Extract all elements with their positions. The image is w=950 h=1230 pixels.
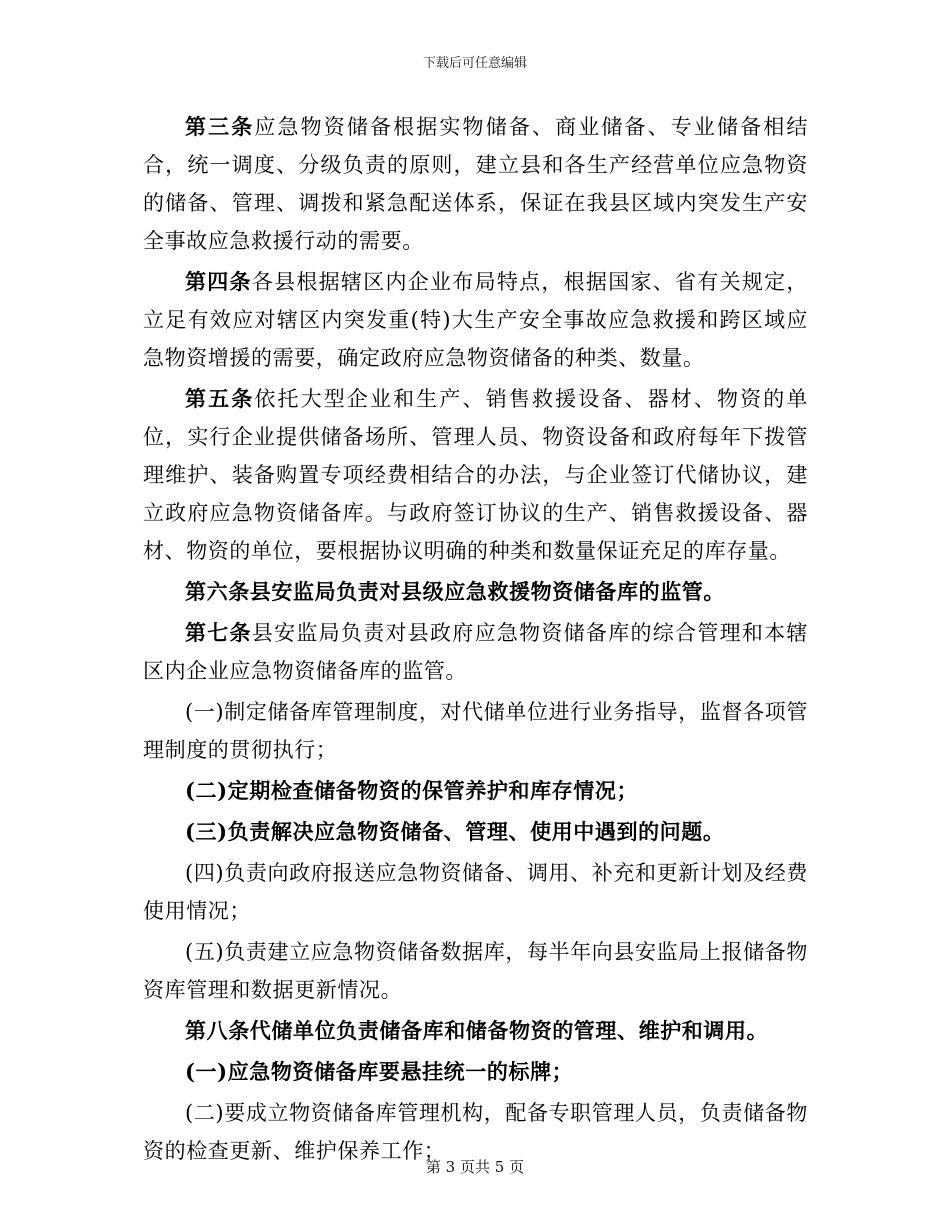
- paragraph-text: 依托大型企业和生产、销售救援设备、器材、物资的单位，实行企业提供储备场所、管理人员、物资设备和政府每年下拨管理维护、装备购置专项经费相结合的办法，与企业签订代储协议，建立政府应急物资储备库。与政府签订协议的生产、销售救援设备、器材、物资的单位，要根据协议明确的种类和数量保证充足的库存量。: [143, 387, 808, 563]
- page-number-footer: 第 3 页共 5 页: [425, 1158, 525, 1176]
- paragraph-text: (二)要成立物资储备库管理机构，配备专职管理人员，负责储备物资的检查更新、维护保养工作；: [143, 1101, 808, 1163]
- paragraph-text: (二)定期检查储备物资的保管养护和库存情况；: [185, 778, 639, 803]
- paragraph-text: (一)制定储备库管理制度，对代储单位进行业务指导，监督各项管理制度的贯彻执行；: [143, 700, 808, 762]
- article-lead: 第七条: [185, 620, 252, 645]
- paragraph-article-4: [143, 263, 808, 377]
- paragraph-text: 第六条县安监局负责对县级应急救援物资储备库的监管。: [185, 579, 725, 604]
- paragraph-text: 第八条代储单位负责储备库和储备物资的管理、维护和调用。: [185, 1018, 769, 1043]
- page-header: 下载后可任意编辑: [422, 56, 527, 71]
- paragraph-item-7-4: [143, 854, 808, 930]
- paragraph-text: 各县根据辖区内企业布局特点，根据国家、省有关规定，立足有效应对辖区内突发重(特)大生产安全事故应急救援和跨区域应急物资增援的需要，确定政府应急物资储备的种类、数量。: [143, 270, 808, 370]
- paragraph-text: 县安监局负责对县政府应急物资储备库的综合管理和本辖区内企业应急物资储备库的监管。: [143, 621, 808, 683]
- article-lead: 第五条: [185, 386, 255, 411]
- paragraph-item-7-5: [143, 933, 808, 1009]
- paragraph-text: (五)负责建立应急物资储备数据库，每半年向县安监局上报储备物资库管理和数据更新情况。: [143, 940, 808, 1002]
- paragraph-article-8: [143, 1012, 808, 1050]
- article-lead: 第四条: [185, 269, 252, 294]
- paragraph-text: (三)负责解决应急物资储备、管理、使用中遇到的问题。: [185, 819, 725, 844]
- paragraph-item-7-2: [143, 772, 808, 810]
- paragraph-text: (四)负责向政府报送应急物资储备、调用、补充和更新计划及经费使用情况；: [143, 861, 808, 923]
- paragraph-article-6: [143, 573, 808, 611]
- paragraph-text: 应急物资储备根据实物储备、商业储备、专业储备相结合，统一调度、分级负责的原则，建立县和各生产经营单位应急物资的储备、管理、调拨和紧急配送体系，保证在我县区域内突发生产安全事故应急救援行动的需要。: [143, 115, 808, 253]
- paragraph-item-7-3: [143, 813, 808, 851]
- paragraph-article-3: [143, 108, 808, 260]
- paragraph-article-5: [143, 380, 808, 570]
- article-lead: 第三条: [185, 114, 255, 139]
- paragraph-article-7: [143, 614, 808, 690]
- paragraph-item-7-1: [143, 693, 808, 769]
- paragraph-item-8-1: [143, 1053, 808, 1091]
- document-body: [143, 108, 808, 1173]
- paragraph-text: (一)应急物资储备库要悬挂统一的标牌；: [185, 1059, 574, 1084]
